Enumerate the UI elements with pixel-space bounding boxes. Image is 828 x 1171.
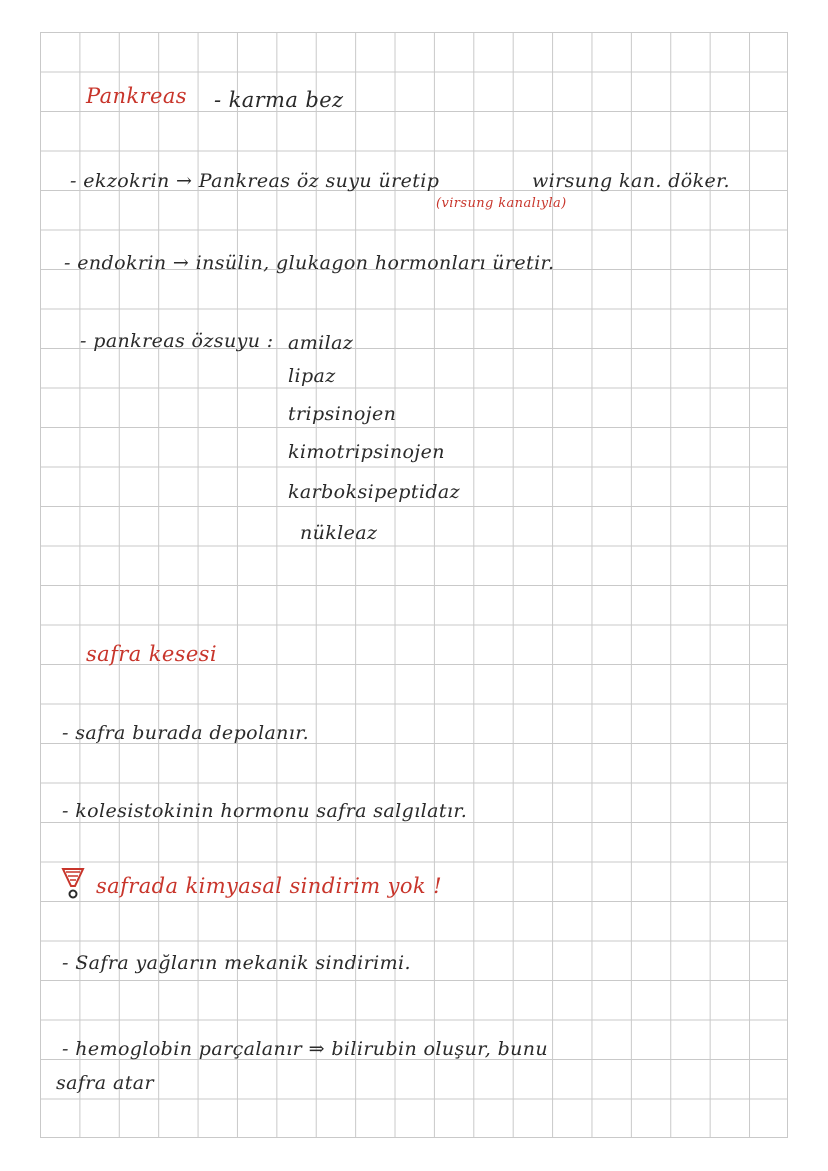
gallbladder-title: safra kesesi [86,642,217,666]
gallbladder-line: - Safra yağların mekanik sindirimi. [62,952,411,974]
exocrine-note: (virsung kanalıyla) [436,196,567,211]
enzyme-item: nükleaz [300,522,378,544]
enzyme-item: karboksipeptidaz [288,481,461,503]
pancreas-title: Pankreas [86,84,187,108]
enzyme-item: lipaz [288,365,336,387]
gallbladder-line: - hemoglobin parçalanır ⇒ bilirubin oluşur, bunu [62,1038,549,1060]
warning-text: safrada kimyasal sindirim yok ! [96,874,442,898]
exclamation-icon [60,866,86,900]
enzyme-item: amilaz [288,332,354,354]
gallbladder-line-cont: safra atar [56,1072,154,1094]
exocrine-line: - ekzokrin → Pankreas öz suyu üretip [70,170,440,192]
pancreas-subtitle: - karma bez [214,88,344,112]
exocrine-line-tail: wirsung kan. döker. [532,170,730,192]
gallbladder-line: - kolesistokinin hormonu safra salgılatır. [62,800,468,822]
enzyme-item: tripsinojen [288,403,397,425]
endocrine-line: - endokrin → insülin, glukagon hormonları üretir. [64,252,555,274]
pancreatic-juice-label: - pankreas özsuyu : [80,330,274,352]
enzyme-item: kimotripsinojen [288,441,445,463]
gallbladder-line: - safra burada depolanır. [62,722,310,744]
